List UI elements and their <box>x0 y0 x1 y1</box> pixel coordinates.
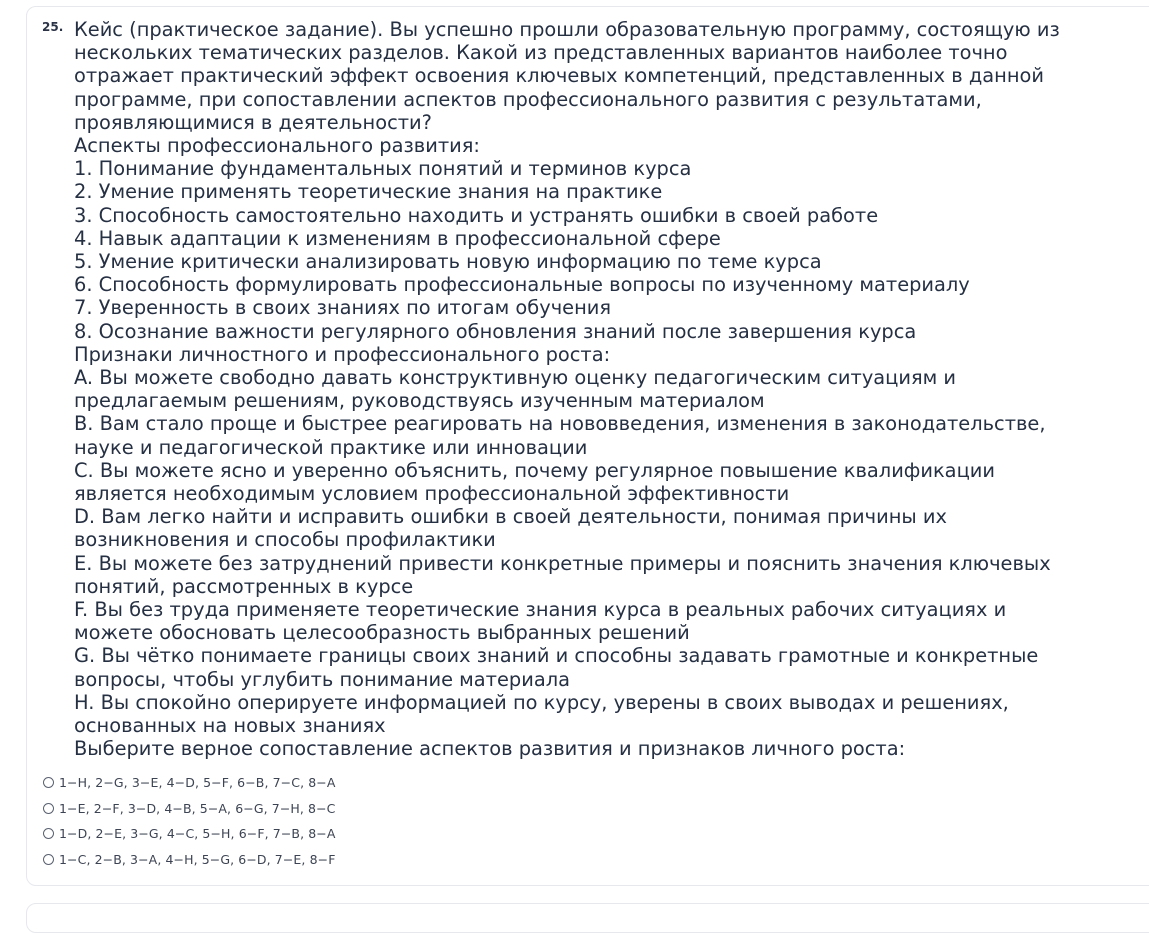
aspects-heading: Аспекты профессионального развития: <box>74 134 480 158</box>
aspect-item-6: 6. Способность формулировать профессиональные вопросы по изученному материалу <box>74 273 970 297</box>
sign-item-b-cont: науке и педагогической практике или инновации <box>74 435 588 459</box>
sign-item-c-cont: является необходимым условием профессиональной эффективности <box>74 482 790 506</box>
sign-item-a-cont: предлагаемым решениям, руководствуясь изученным материалом <box>74 389 765 413</box>
answer-option-1[interactable] <box>43 770 336 796</box>
question-line: нескольких тематических разделов. Какой из представленных вариантов наиболее точно <box>74 41 1008 65</box>
sign-item-h: H. Вы спокойно оперируете информацией по курсу, уверены в своих выводах и решениях, <box>74 690 1009 714</box>
radio-button[interactable] <box>43 828 54 839</box>
sign-item-g-cont: вопросы, чтобы углубить понимание материала <box>74 667 570 691</box>
aspect-item-7: 7. Уверенность в своих знаниях по итогам обучения <box>74 296 612 320</box>
answer-option-label: 1−D, 2−E, 3−G, 4−C, 5−H, 6−F, 7−B, 8−A <box>59 826 336 842</box>
question-line: программе, при сопоставлении аспектов профессионального развития с результатами, <box>74 87 982 111</box>
question-line: отражает практический эффект освоения ключевых компетенций, представленных в данной <box>74 64 1045 88</box>
aspect-item-5: 5. Умение критически анализировать новую информацию по теме курса <box>74 250 822 274</box>
answer-options <box>43 770 336 872</box>
answer-option-label: 1−E, 2−F, 3−D, 4−B, 5−A, 6−G, 7−H, 8−C <box>59 800 336 816</box>
aspect-item-4: 4. Навык адаптации к изменениям в профессиональной сфере <box>74 226 721 250</box>
sign-item-f-cont: можете обосновать целесообразность выбранных решений <box>74 621 690 645</box>
radio-button[interactable] <box>43 854 54 865</box>
answer-option-3[interactable] <box>43 821 336 847</box>
aspect-item-1: 1. Понимание фундаментальных понятий и терминов курса <box>74 157 692 181</box>
sign-item-e-cont: понятий, рассмотренных в курсе <box>74 574 414 598</box>
question-prompt: Выберите верное сопоставление аспектов развития и признаков личного роста: <box>74 737 906 761</box>
sign-item-g: G. Вы чётко понимаете границы своих знаний и способны задавать грамотные и конкретные <box>74 644 1039 668</box>
question-text <box>74 18 1134 761</box>
sign-item-b: B. Вам стало проще и быстрее реагировать на нововведения, изменения в законодательстве, <box>74 412 1046 436</box>
aspect-item-8: 8. Осознание важности регулярного обновления знаний после завершения курса <box>74 319 917 343</box>
radio-button[interactable] <box>43 803 54 814</box>
aspect-item-2: 2. Умение применять теоретические знания на практике <box>74 180 663 204</box>
sign-item-a: A. Вы можете свободно давать конструктивную оценку педагогическим ситуациям и <box>74 366 957 390</box>
sign-item-d: D. Вам легко найти и исправить ошибки в своей деятельности, понимая причины их <box>74 505 947 529</box>
aspect-item-3: 3. Способность самостоятельно находить и устранять ошибки в своей работе <box>74 203 879 227</box>
sign-item-d-cont: возникновения и способы профилактики <box>74 528 496 552</box>
signs-heading: Признаки личностного и профессионального роста: <box>74 342 611 366</box>
sign-item-h-cont: основанных на новых знаниях <box>74 714 386 738</box>
sign-item-f: F. Вы без труда применяете теоретические знания курса в реальных рабочих ситуациях и <box>74 598 1007 622</box>
question-line: Кейс (практическое задание). Вы успешно прошли образовательную программу, состоящую из <box>74 18 1060 41</box>
next-question-card <box>26 903 1149 933</box>
answer-option-2[interactable] <box>43 796 336 822</box>
sign-item-e: E. Вы можете без затруднений привести конкретные примеры и пояснить значения ключевых <box>74 551 1051 575</box>
answer-option-4[interactable] <box>43 847 336 873</box>
question-line: проявляющимися в деятельности? <box>74 110 432 134</box>
radio-button[interactable] <box>43 777 54 788</box>
question-number: 25. <box>42 20 64 34</box>
sign-item-c: C. Вы можете ясно и уверенно объяснить, почему регулярное повышение квалификации <box>74 458 995 482</box>
answer-option-label: 1−H, 2−G, 3−E, 4−D, 5−F, 6−B, 7−C, 8−A <box>59 775 336 791</box>
answer-option-label: 1−C, 2−B, 3−A, 4−H, 5−G, 6−D, 7−E, 8−F <box>59 851 336 867</box>
